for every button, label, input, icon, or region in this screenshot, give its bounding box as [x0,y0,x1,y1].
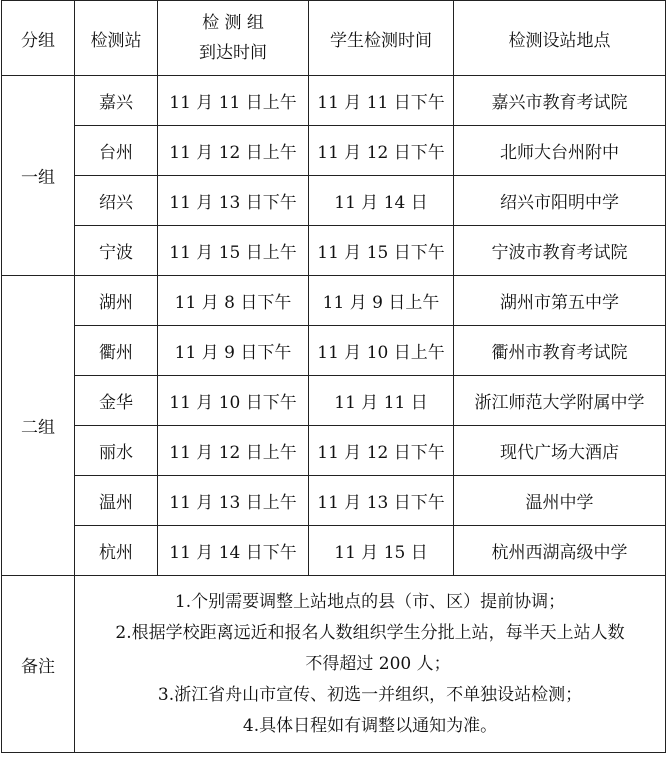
arrival-cell: 11 月 13 日上午 [158,476,309,526]
location-cell: 现代广场大酒店 [454,426,666,476]
arrival-cell: 11 月 10 日下午 [158,376,309,426]
station-cell: 衢州 [75,326,158,376]
test-time-cell: 11 月 12 日下午 [309,126,454,176]
arrival-cell: 11 月 11 日上午 [158,76,309,126]
location-cell: 温州中学 [454,476,666,526]
station-cell: 温州 [75,476,158,526]
test-time-cell: 11 月 10 日上午 [309,326,454,376]
arrival-cell: 11 月 15 日上午 [158,226,309,276]
header-arrival-line2: 到达时间 [199,43,267,63]
table-row [2,526,666,576]
station-cell: 台州 [75,126,158,176]
group-label: 二组 [2,276,75,576]
arrival-cell: 11 月 13 日下午 [158,176,309,226]
test-time-cell: 11 月 11 日 [309,376,454,426]
arrival-cell: 11 月 14 日下午 [158,526,309,576]
table-row [2,276,666,326]
test-time-cell: 11 月 9 日上午 [309,276,454,326]
table-row [2,326,666,376]
table-row [2,76,666,126]
table-row [2,376,666,426]
arrival-cell: 11 月 8 日下午 [158,276,309,326]
arrival-cell: 11 月 12 日上午 [158,426,309,476]
location-cell: 嘉兴市教育考试院 [454,76,666,126]
arrival-cell: 11 月 12 日上午 [158,126,309,176]
station-cell: 杭州 [75,526,158,576]
location-cell: 湖州市第五中学 [454,276,666,326]
location-cell: 衢州市教育考试院 [454,326,666,376]
note-item: 1.个别需要调整上站地点的县（市、区）提前协调； [174,591,566,612]
location-cell: 宁波市教育考试院 [454,226,666,276]
note-item-continuation: 不得超过 200 人； [305,653,451,674]
location-cell: 杭州西湖高级中学 [454,526,666,576]
station-cell: 丽水 [75,426,158,476]
location-cell: 北师大台州附中 [454,126,666,176]
station-cell: 宁波 [75,226,158,276]
test-time-cell: 11 月 15 日下午 [309,226,454,276]
table-row [2,226,666,276]
note-item: 4.具体日程如有调整以通知为准。 [242,715,498,736]
table-row [2,476,666,526]
station-cell: 金华 [75,376,158,426]
note-item: 2.根据学校距离远近和报名人数组织学生分批上站，每半天上站人数 [115,622,625,643]
header-student-time: 学生检测时间 [309,1,454,76]
header-station: 检测站 [75,1,158,76]
note-item: 3.浙江省舟山市宣传、初选一并组织，不单独设站检测； [157,684,583,705]
table-row [2,176,666,226]
test-time-cell: 11 月 13 日下午 [309,476,454,526]
station-cell: 湖州 [75,276,158,326]
header-row [2,1,666,76]
table-row [2,126,666,176]
test-time-cell: 11 月 11 日下午 [309,76,454,126]
station-cell: 绍兴 [75,176,158,226]
notes-label: 备注 [2,576,75,753]
header-arrival-time [158,1,309,76]
group-label: 一组 [2,76,75,276]
schedule-table [1,0,666,753]
notes-body [75,576,666,753]
arrival-cell: 11 月 9 日下午 [158,326,309,376]
notes-row [2,576,666,753]
test-time-cell: 11 月 15 日 [309,526,454,576]
table-row [2,426,666,476]
location-cell: 浙江师范大学附属中学 [454,376,666,426]
station-cell: 嘉兴 [75,76,158,126]
test-time-cell: 11 月 12 日下午 [309,426,454,476]
header-arrival-line1: 检 测 组 [202,13,264,33]
header-location: 检测设站地点 [454,1,666,76]
header-group: 分组 [2,1,75,76]
test-time-cell: 11 月 14 日 [309,176,454,226]
location-cell: 绍兴市阳明中学 [454,176,666,226]
